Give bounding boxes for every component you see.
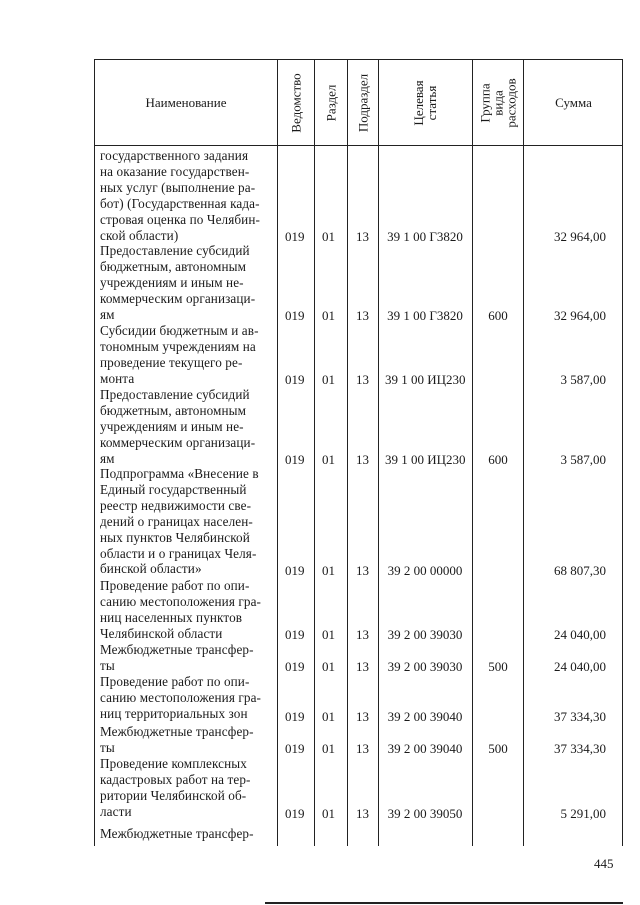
row-gruppa: 600 xyxy=(488,308,508,323)
row-ved: 019 xyxy=(285,452,305,467)
row-podrazdel: 13 xyxy=(356,709,369,724)
row-celevaya: 39 2 00 39030 xyxy=(387,659,463,674)
row-name: Проведение комплексных кадастровых работ на тер- ритории Челябинской об- ласти xyxy=(100,756,251,819)
row-name: Предоставление субсидий бюджетным, автономным учреждениям и иным не- коммерческим организаци- ям xyxy=(100,243,256,322)
header-ved-cell xyxy=(277,60,314,145)
row-summa: 32 964,00 xyxy=(554,229,606,244)
page-number: 445 xyxy=(594,856,614,871)
row-razdel: 01 xyxy=(322,806,335,821)
row-ved: 019 xyxy=(285,229,305,244)
row-razdel: 01 xyxy=(322,452,335,467)
row-ved: 019 xyxy=(285,709,305,724)
header-celevaya-cell xyxy=(378,60,472,145)
header-razdel: Раздел xyxy=(323,84,338,121)
header-name-cell xyxy=(95,60,277,145)
row-gruppa: 500 xyxy=(488,741,508,756)
row-ved: 019 xyxy=(285,659,305,674)
header-razdel-cell xyxy=(314,60,347,145)
row-celevaya: 39 1 00 Г3820 xyxy=(387,229,463,244)
row-ved: 019 xyxy=(285,627,305,642)
row-podrazdel: 13 xyxy=(356,741,369,756)
row-summa: 68 807,30 xyxy=(554,563,606,578)
row-name: Проведение работ по опи- санию местоположения гра- ниц населенных пунктов Челябинской области xyxy=(100,578,262,641)
column-divider xyxy=(523,60,524,846)
column-divider xyxy=(472,60,473,846)
row-podrazdel: 13 xyxy=(356,372,369,387)
row-podrazdel: 13 xyxy=(356,229,369,244)
row-gruppa: 500 xyxy=(488,659,508,674)
row-razdel: 01 xyxy=(322,659,335,674)
row-name: Межбюджетные трансфер- ты xyxy=(100,724,254,755)
row-podrazdel: 13 xyxy=(356,659,369,674)
row-podrazdel: 13 xyxy=(356,563,369,578)
row-ved: 019 xyxy=(285,563,305,578)
row-celevaya: 39 2 00 39040 xyxy=(387,709,463,724)
header-name: Наименование xyxy=(145,95,227,110)
row-name: Межбюджетные трансфер- xyxy=(100,826,254,841)
budget-table xyxy=(94,59,623,846)
row-podrazdel: 13 xyxy=(356,452,369,467)
row-razdel: 01 xyxy=(322,709,335,724)
row-name: государственного задания на оказание государствен- ных услуг (выполнение ра- бот) (Государственная када- стровая оценка по Челябин- ской области) xyxy=(100,148,260,243)
row-summa: 5 291,00 xyxy=(560,806,606,821)
row-summa: 37 334,30 xyxy=(554,741,606,756)
row-ved: 019 xyxy=(285,372,305,387)
row-razdel: 01 xyxy=(322,741,335,756)
header-gruppa-cell xyxy=(472,60,523,145)
row-celevaya: 39 2 00 00000 xyxy=(387,563,463,578)
row-summa: 32 964,00 xyxy=(554,308,606,323)
row-summa: 3 587,00 xyxy=(560,452,606,467)
row-name: Субсидии бюджетным и ав- тономным учреждениям на проведение текущего ре- монта xyxy=(100,323,259,386)
column-divider xyxy=(378,60,379,846)
row-podrazdel: 13 xyxy=(356,627,369,642)
footer-rule xyxy=(265,902,623,904)
header-ved: Ведомство xyxy=(288,72,303,133)
header-gruppa: Группа вида расходов xyxy=(477,77,518,128)
row-podrazdel: 13 xyxy=(356,806,369,821)
row-summa: 3 587,00 xyxy=(560,372,606,387)
row-razdel: 01 xyxy=(322,563,335,578)
header-divider xyxy=(95,145,622,146)
row-name: Подпрограмма «Внесение в Единый государственный реестр недвижимости све- дений о границах населен- ных пунктов Челябинской области и о границах Челя- бинской области» xyxy=(100,466,259,577)
row-razdel: 01 xyxy=(322,308,335,323)
row-ved: 019 xyxy=(285,308,305,323)
row-celevaya: 39 2 00 39050 xyxy=(387,806,463,821)
row-razdel: 01 xyxy=(322,627,335,642)
row-name: Предоставление субсидий бюджетным, автономным учреждениям и иным не- коммерческим организаци- ям xyxy=(100,387,256,466)
header-summa: Сумма xyxy=(555,95,592,110)
row-summa: 24 040,00 xyxy=(554,659,606,674)
row-celevaya: 39 2 00 39030 xyxy=(387,627,463,642)
column-divider xyxy=(314,60,315,846)
row-razdel: 01 xyxy=(322,372,335,387)
header-summa-cell xyxy=(523,60,624,145)
column-divider xyxy=(347,60,348,846)
row-ved: 019 xyxy=(285,806,305,821)
row-celevaya: 39 2 00 39040 xyxy=(387,741,463,756)
header-podrazdel: Подраздел xyxy=(355,73,370,132)
row-ved: 019 xyxy=(285,741,305,756)
row-name: Межбюджетные трансфер- ты xyxy=(100,642,254,673)
header-podrazdel-cell xyxy=(347,60,378,145)
row-gruppa: 600 xyxy=(488,452,508,467)
row-podrazdel: 13 xyxy=(356,308,369,323)
row-celevaya: 39 1 00 Г3820 xyxy=(387,308,463,323)
row-name: Проведение работ по опи- санию местоположения гра- ниц территориальных зон xyxy=(100,674,262,721)
row-summa: 24 040,00 xyxy=(554,627,606,642)
row-celevaya: 39 1 00 ИЦ230 xyxy=(385,372,466,387)
row-celevaya: 39 1 00 ИЦ230 xyxy=(385,452,466,467)
column-divider xyxy=(277,60,278,846)
header-celevaya: Целевая статья xyxy=(411,79,439,126)
row-summa: 37 334,30 xyxy=(554,709,606,724)
row-razdel: 01 xyxy=(322,229,335,244)
